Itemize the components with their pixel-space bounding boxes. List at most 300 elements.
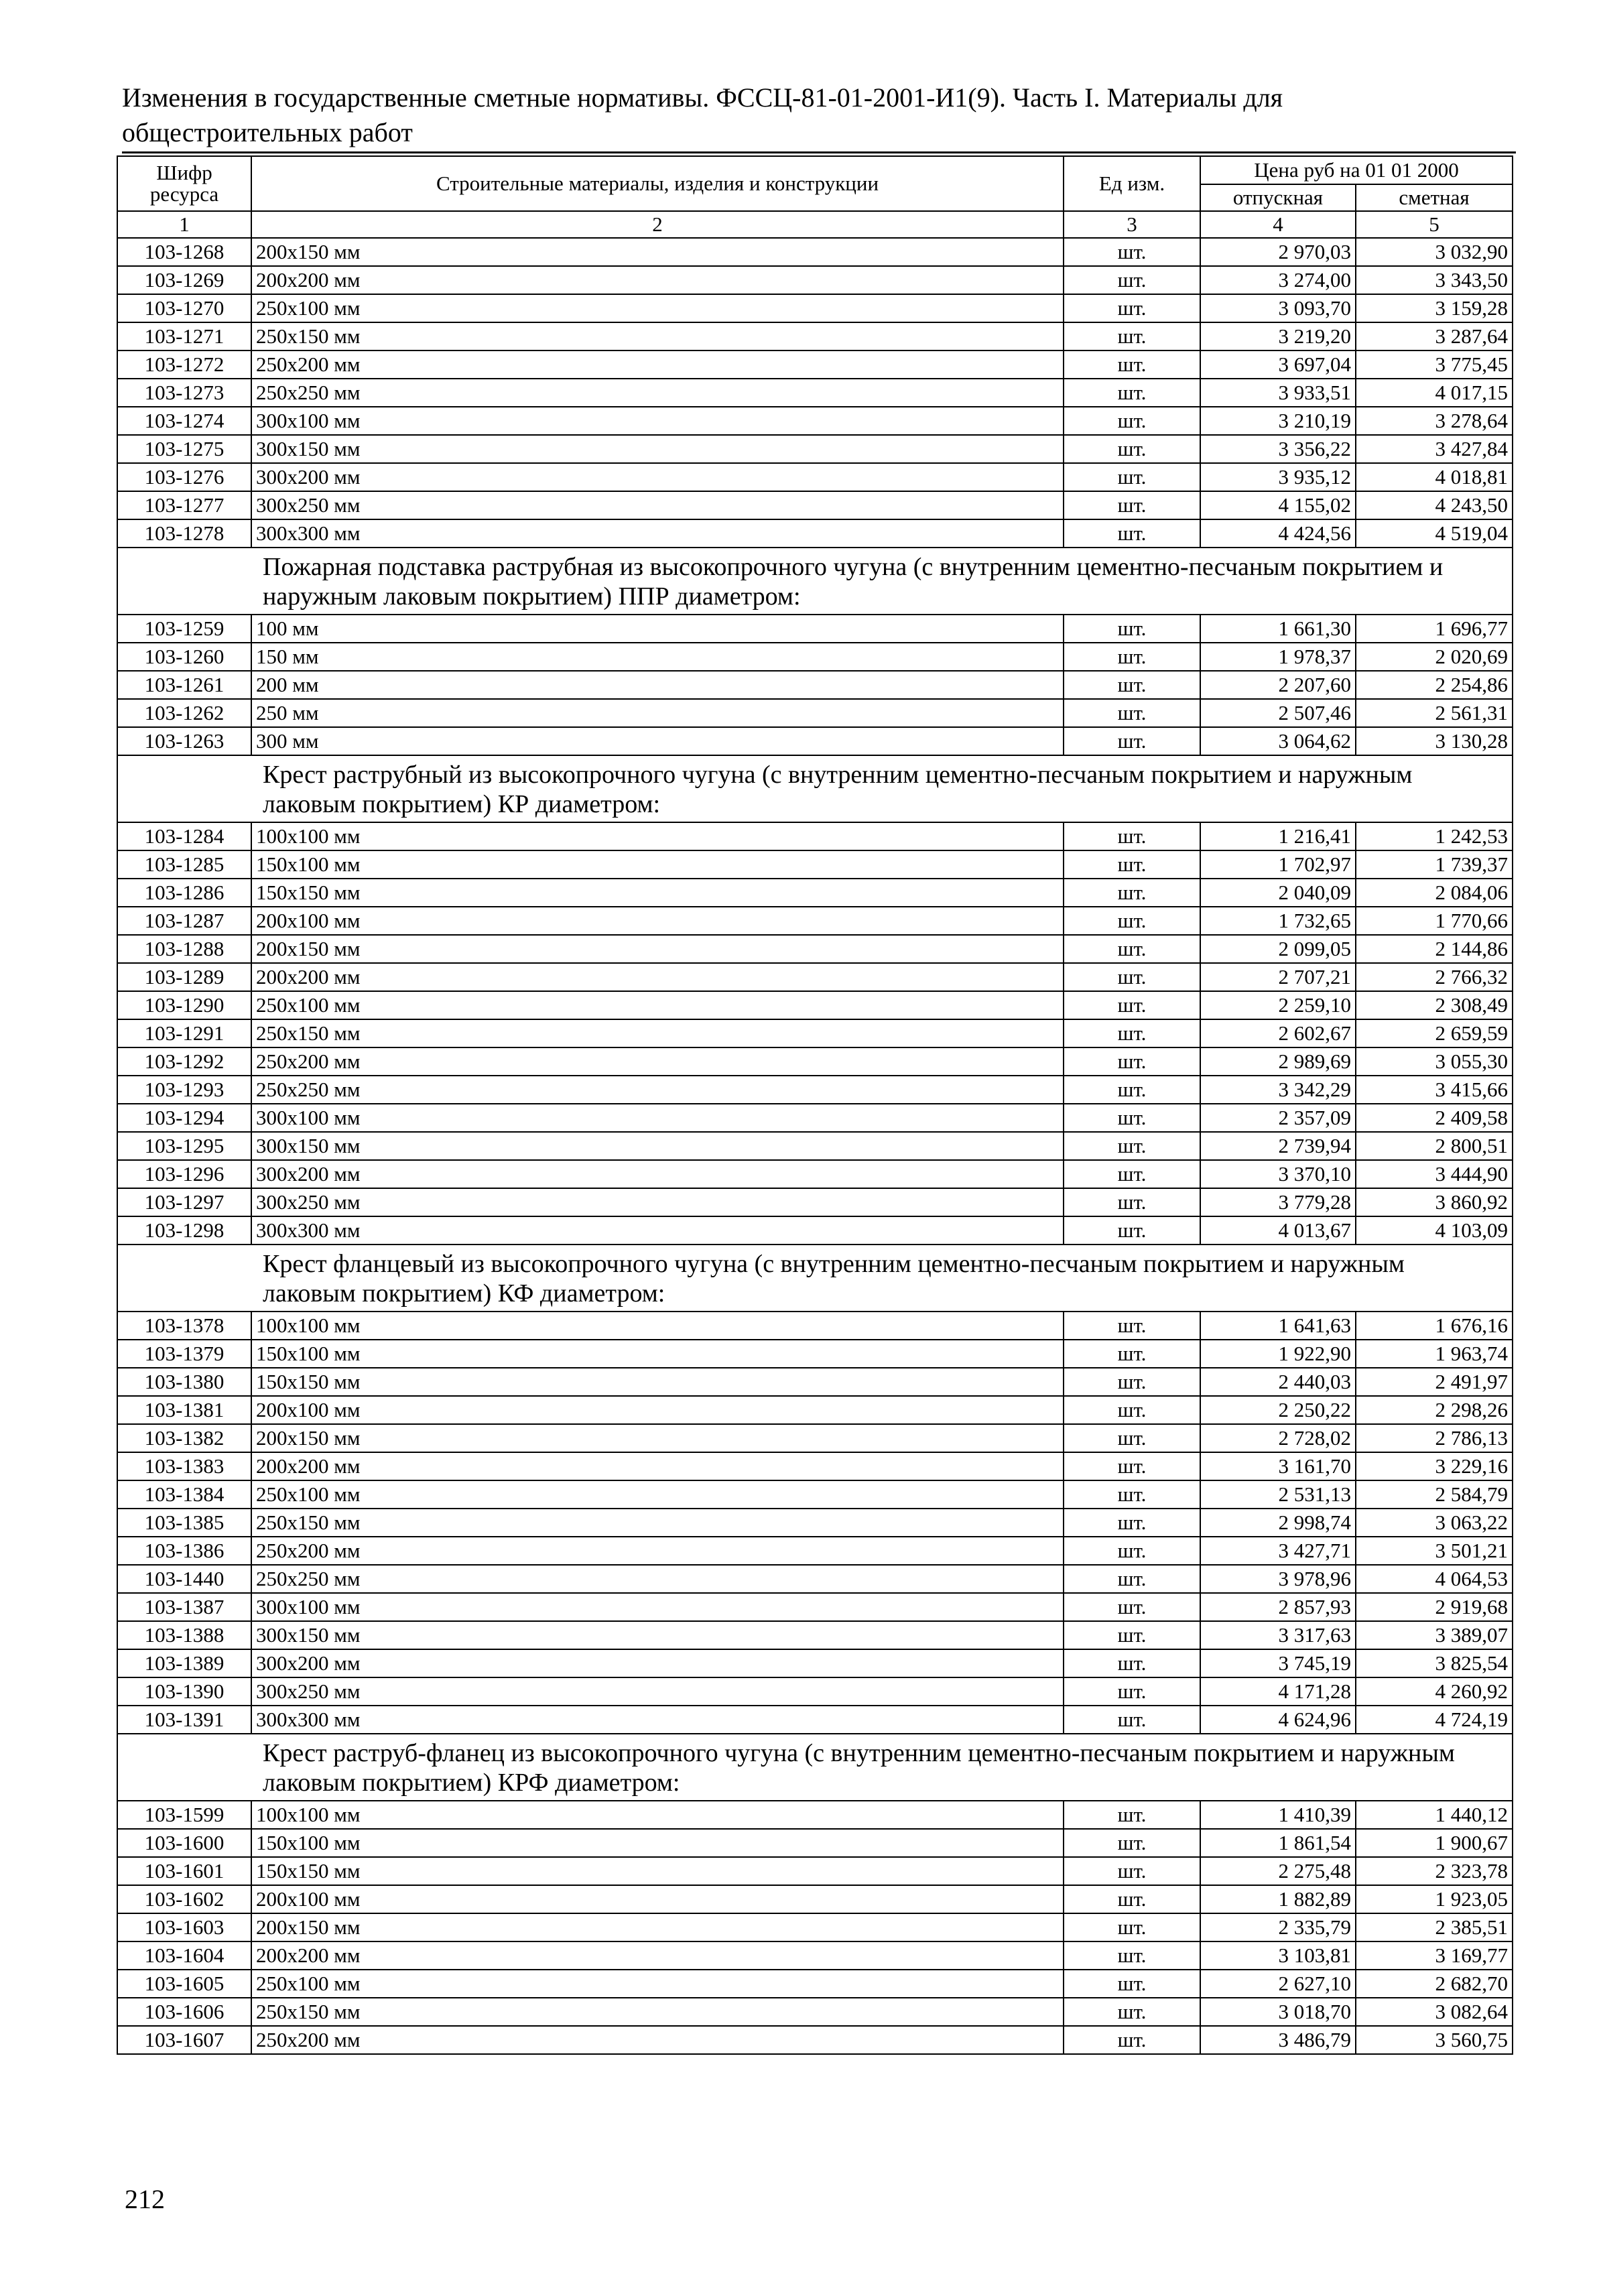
cell-unit: шт. — [1064, 935, 1200, 963]
cell-name: 200x200 мм — [251, 266, 1064, 294]
cell-estimate-price: 3 287,64 — [1356, 322, 1513, 350]
table-row — [117, 407, 1513, 435]
cell-code: 103-1260 — [117, 643, 251, 671]
cell-release-price: 1 641,63 — [1200, 1312, 1356, 1340]
cell-unit: шт. — [1064, 2026, 1200, 2054]
cell-name: 200x100 мм — [251, 1396, 1064, 1424]
cell-release-price: 2 728,02 — [1200, 1424, 1356, 1452]
cell-estimate-price: 3 063,22 — [1356, 1509, 1513, 1537]
cell-code: 103-1391 — [117, 1706, 251, 1734]
table-row — [117, 1216, 1513, 1245]
cell-name: 200 мм — [251, 671, 1064, 699]
cell-estimate-price: 3 860,92 — [1356, 1188, 1513, 1216]
table-row — [117, 1885, 1513, 1913]
cell-unit: шт. — [1064, 643, 1200, 671]
cell-code: 103-1386 — [117, 1537, 251, 1565]
cell-estimate-price: 3 278,64 — [1356, 407, 1513, 435]
cell-name: 300x300 мм — [251, 1706, 1064, 1734]
table-row — [117, 266, 1513, 294]
section-title-row — [117, 755, 1513, 822]
cell-unit: шт. — [1064, 699, 1200, 727]
cell-release-price: 3 745,19 — [1200, 1649, 1356, 1677]
table-row — [117, 1649, 1513, 1677]
cell-release-price: 1 661,30 — [1200, 615, 1356, 643]
cell-estimate-price: 1 696,77 — [1356, 615, 1513, 643]
cell-release-price: 1 702,97 — [1200, 850, 1356, 879]
cell-name: 250x250 мм — [251, 1565, 1064, 1593]
cell-estimate-price: 3 169,77 — [1356, 1941, 1513, 1970]
cell-estimate-price: 1 440,12 — [1356, 1801, 1513, 1829]
page-header — [122, 80, 1516, 153]
table-row — [117, 1621, 1513, 1649]
cell-name: 200x100 мм — [251, 1885, 1064, 1913]
cell-release-price: 4 424,56 — [1200, 519, 1356, 548]
cell-estimate-price: 2 084,06 — [1356, 879, 1513, 907]
cell-name: 250x200 мм — [251, 350, 1064, 379]
cell-unit: шт. — [1064, 1132, 1200, 1160]
cell-name: 200x150 мм — [251, 238, 1064, 266]
materials-table — [117, 155, 1513, 2055]
cell-code: 103-1293 — [117, 1076, 251, 1104]
cell-unit: шт. — [1064, 491, 1200, 519]
cell-code: 103-1440 — [117, 1565, 251, 1593]
cell-release-price: 2 602,67 — [1200, 1019, 1356, 1047]
cell-release-price: 3 103,81 — [1200, 1941, 1356, 1970]
cell-estimate-price: 4 260,92 — [1356, 1677, 1513, 1706]
cell-unit: шт. — [1064, 1019, 1200, 1047]
cell-code: 103-1285 — [117, 850, 251, 879]
cell-unit: шт. — [1064, 1424, 1200, 1452]
table-row — [117, 1312, 1513, 1340]
cell-code: 103-1275 — [117, 435, 251, 463]
cell-unit: шт. — [1064, 963, 1200, 991]
page-number: 212 — [125, 2184, 165, 2214]
cell-code: 103-1298 — [117, 1216, 251, 1245]
table-row — [117, 1565, 1513, 1593]
cell-estimate-price: 2 020,69 — [1356, 643, 1513, 671]
cell-code: 103-1268 — [117, 238, 251, 266]
cell-unit: шт. — [1064, 1480, 1200, 1509]
cell-release-price: 3 161,70 — [1200, 1452, 1356, 1480]
table-row — [117, 1913, 1513, 1941]
cell-name: 250x250 мм — [251, 379, 1064, 407]
cell-estimate-price: 4 018,81 — [1356, 463, 1513, 491]
cell-unit: шт. — [1064, 1565, 1200, 1593]
table-header — [117, 156, 1513, 238]
table-row — [117, 1677, 1513, 1706]
table-row — [117, 1480, 1513, 1509]
cell-unit: шт. — [1064, 350, 1200, 379]
header-name: Строительные материалы, изделия и конструкции — [251, 156, 1064, 211]
table-row — [117, 519, 1513, 548]
cell-unit: шт. — [1064, 519, 1200, 548]
cell-unit: шт. — [1064, 1621, 1200, 1649]
cell-unit: шт. — [1064, 615, 1200, 643]
cell-release-price: 2 989,69 — [1200, 1047, 1356, 1076]
cell-code: 103-1297 — [117, 1188, 251, 1216]
table-row — [117, 907, 1513, 935]
table-row — [117, 1829, 1513, 1857]
cell-estimate-price: 2 254,86 — [1356, 671, 1513, 699]
cell-release-price: 3 978,96 — [1200, 1565, 1356, 1593]
cell-estimate-price: 3 130,28 — [1356, 727, 1513, 755]
table-row — [117, 1537, 1513, 1565]
table-row — [117, 435, 1513, 463]
cell-release-price: 2 040,09 — [1200, 879, 1356, 907]
cell-release-price: 3 210,19 — [1200, 407, 1356, 435]
cell-release-price: 2 099,05 — [1200, 935, 1356, 963]
header-line-1: Изменения в государственные сметные нормативы. ФССЦ-81-01-2001-И1(9). Часть I. Материалы для — [122, 82, 1283, 113]
cell-code: 103-1284 — [117, 822, 251, 850]
cell-name: 100x100 мм — [251, 1312, 1064, 1340]
cell-code: 103-1603 — [117, 1913, 251, 1941]
table-row — [117, 1047, 1513, 1076]
cell-code: 103-1599 — [117, 1801, 251, 1829]
cell-code: 103-1602 — [117, 1885, 251, 1913]
table-row — [117, 2026, 1513, 2054]
cell-name: 300x100 мм — [251, 1104, 1064, 1132]
cell-unit: шт. — [1064, 1509, 1200, 1537]
cell-release-price: 2 259,10 — [1200, 991, 1356, 1019]
cell-estimate-price: 2 561,31 — [1356, 699, 1513, 727]
cell-release-price: 2 970,03 — [1200, 238, 1356, 266]
table-row — [117, 1509, 1513, 1537]
cell-name: 300x150 мм — [251, 435, 1064, 463]
cell-unit: шт. — [1064, 407, 1200, 435]
cell-code: 103-1277 — [117, 491, 251, 519]
cell-name: 200x150 мм — [251, 1424, 1064, 1452]
table-row — [117, 1104, 1513, 1132]
cell-estimate-price: 3 825,54 — [1356, 1649, 1513, 1677]
cell-name: 300x100 мм — [251, 407, 1064, 435]
cell-name: 100x100 мм — [251, 822, 1064, 850]
header-price: Цена руб на 01 01 2000 — [1200, 156, 1513, 184]
header-release-price: отпускная — [1200, 184, 1356, 211]
cell-release-price: 3 093,70 — [1200, 294, 1356, 322]
cell-code: 103-1263 — [117, 727, 251, 755]
table-row — [117, 671, 1513, 699]
table-row — [117, 463, 1513, 491]
cell-unit: шт. — [1064, 435, 1200, 463]
header-estimate-price: сметная — [1356, 184, 1513, 211]
cell-estimate-price: 2 800,51 — [1356, 1132, 1513, 1160]
section-title-row — [117, 1245, 1513, 1312]
cell-code: 103-1384 — [117, 1480, 251, 1509]
cell-estimate-price: 2 298,26 — [1356, 1396, 1513, 1424]
table-row — [117, 1801, 1513, 1829]
cell-estimate-price: 4 243,50 — [1356, 491, 1513, 519]
cell-name: 300x200 мм — [251, 463, 1064, 491]
cell-estimate-price: 2 409,58 — [1356, 1104, 1513, 1132]
cell-estimate-price: 1 900,67 — [1356, 1829, 1513, 1857]
cell-estimate-price: 1 676,16 — [1356, 1312, 1513, 1340]
cell-name: 250x200 мм — [251, 1047, 1064, 1076]
cell-unit: шт. — [1064, 1998, 1200, 2026]
cell-estimate-price: 3 444,90 — [1356, 1160, 1513, 1188]
cell-code: 103-1381 — [117, 1396, 251, 1424]
cell-unit: шт. — [1064, 1970, 1200, 1998]
cell-name: 300x300 мм — [251, 519, 1064, 548]
cell-name: 100x100 мм — [251, 1801, 1064, 1829]
table-row — [117, 1593, 1513, 1621]
table-row — [117, 991, 1513, 1019]
cell-release-price: 3 018,70 — [1200, 1998, 1356, 2026]
cell-name: 300x250 мм — [251, 1188, 1064, 1216]
cell-estimate-price: 4 724,19 — [1356, 1706, 1513, 1734]
table-row — [117, 963, 1513, 991]
cell-release-price: 1 922,90 — [1200, 1340, 1356, 1368]
cell-unit: шт. — [1064, 822, 1200, 850]
header-col-number: 4 — [1200, 211, 1356, 238]
header-col-number: 3 — [1064, 211, 1200, 238]
table-body — [117, 238, 1513, 2054]
section-title-row — [117, 548, 1513, 615]
section-title: Крест раструбный из высокопрочного чугуна (с внутренним цементно-песчаным покрытием и наружным лаковым покрытием) КР диаметром: — [117, 755, 1513, 822]
cell-unit: шт. — [1064, 907, 1200, 935]
cell-release-price: 3 370,10 — [1200, 1160, 1356, 1188]
table-row — [117, 1706, 1513, 1734]
cell-estimate-price: 1 923,05 — [1356, 1885, 1513, 1913]
cell-release-price: 2 627,10 — [1200, 1970, 1356, 1998]
cell-name: 300x250 мм — [251, 1677, 1064, 1706]
cell-name: 200x150 мм — [251, 1913, 1064, 1941]
cell-unit: шт. — [1064, 1537, 1200, 1565]
cell-estimate-price: 3 055,30 — [1356, 1047, 1513, 1076]
cell-estimate-price: 3 427,84 — [1356, 435, 1513, 463]
cell-name: 250x150 мм — [251, 1998, 1064, 2026]
cell-unit: шт. — [1064, 879, 1200, 907]
table-row — [117, 615, 1513, 643]
cell-name: 250x150 мм — [251, 1509, 1064, 1537]
cell-release-price: 2 357,09 — [1200, 1104, 1356, 1132]
cell-unit: шт. — [1064, 1368, 1200, 1396]
cell-release-price: 2 507,46 — [1200, 699, 1356, 727]
table-row — [117, 1424, 1513, 1452]
cell-name: 200x200 мм — [251, 1452, 1064, 1480]
cell-name: 250x100 мм — [251, 294, 1064, 322]
cell-code: 103-1278 — [117, 519, 251, 548]
cell-unit: шт. — [1064, 266, 1200, 294]
cell-code: 103-1276 — [117, 463, 251, 491]
cell-code: 103-1601 — [117, 1857, 251, 1885]
cell-code: 103-1272 — [117, 350, 251, 379]
cell-unit: шт. — [1064, 1649, 1200, 1677]
cell-code: 103-1269 — [117, 266, 251, 294]
cell-unit: шт. — [1064, 1829, 1200, 1857]
table-row — [117, 350, 1513, 379]
cell-unit: шт. — [1064, 322, 1200, 350]
cell-release-price: 1 732,65 — [1200, 907, 1356, 935]
cell-release-price: 3 219,20 — [1200, 322, 1356, 350]
cell-estimate-price: 3 775,45 — [1356, 350, 1513, 379]
section-title: Крест фланцевый из высокопрочного чугуна (с внутренним цементно-песчаным покрытием и наружным лаковым покрытием) КФ диаметром: — [117, 1245, 1513, 1312]
cell-release-price: 3 342,29 — [1200, 1076, 1356, 1104]
cell-release-price: 2 440,03 — [1200, 1368, 1356, 1396]
cell-code: 103-1286 — [117, 879, 251, 907]
cell-release-price: 1 216,41 — [1200, 822, 1356, 850]
cell-release-price: 3 064,62 — [1200, 727, 1356, 755]
cell-release-price: 3 933,51 — [1200, 379, 1356, 407]
cell-release-price: 3 356,22 — [1200, 435, 1356, 463]
header-code: Шифр ресурса — [117, 156, 251, 211]
header-col-number: 2 — [251, 211, 1064, 238]
cell-code: 103-1600 — [117, 1829, 251, 1857]
cell-code: 103-1290 — [117, 991, 251, 1019]
cell-name: 250x100 мм — [251, 1480, 1064, 1509]
cell-unit: шт. — [1064, 1340, 1200, 1368]
cell-release-price: 3 779,28 — [1200, 1188, 1356, 1216]
cell-name: 200x100 мм — [251, 907, 1064, 935]
cell-code: 103-1378 — [117, 1312, 251, 1340]
cell-estimate-price: 2 308,49 — [1356, 991, 1513, 1019]
cell-unit: шт. — [1064, 1076, 1200, 1104]
cell-name: 250x150 мм — [251, 322, 1064, 350]
cell-name: 250x100 мм — [251, 991, 1064, 1019]
cell-unit: шт. — [1064, 238, 1200, 266]
cell-estimate-price: 2 144,86 — [1356, 935, 1513, 963]
cell-code: 103-1289 — [117, 963, 251, 991]
cell-name: 200x200 мм — [251, 963, 1064, 991]
cell-release-price: 1 882,89 — [1200, 1885, 1356, 1913]
cell-release-price: 3 274,00 — [1200, 266, 1356, 294]
cell-release-price: 3 486,79 — [1200, 2026, 1356, 2054]
cell-release-price: 3 935,12 — [1200, 463, 1356, 491]
cell-estimate-price: 2 682,70 — [1356, 1970, 1513, 1998]
cell-code: 103-1379 — [117, 1340, 251, 1368]
table-row — [117, 1340, 1513, 1368]
cell-estimate-price: 2 786,13 — [1356, 1424, 1513, 1452]
cell-estimate-price: 1 770,66 — [1356, 907, 1513, 935]
cell-estimate-price: 3 159,28 — [1356, 294, 1513, 322]
cell-name: 150x100 мм — [251, 850, 1064, 879]
cell-estimate-price: 3 501,21 — [1356, 1537, 1513, 1565]
cell-code: 103-1291 — [117, 1019, 251, 1047]
cell-name: 100 мм — [251, 615, 1064, 643]
cell-code: 103-1271 — [117, 322, 251, 350]
cell-name: 300x200 мм — [251, 1649, 1064, 1677]
cell-estimate-price: 1 963,74 — [1356, 1340, 1513, 1368]
cell-code: 103-1296 — [117, 1160, 251, 1188]
cell-unit: шт. — [1064, 1801, 1200, 1829]
cell-code: 103-1605 — [117, 1970, 251, 1998]
table-row — [117, 879, 1513, 907]
table-row — [117, 1188, 1513, 1216]
table-row — [117, 1998, 1513, 2026]
table-row — [117, 822, 1513, 850]
cell-name: 250x150 мм — [251, 1019, 1064, 1047]
cell-code: 103-1259 — [117, 615, 251, 643]
cell-estimate-price: 1 739,37 — [1356, 850, 1513, 879]
cell-estimate-price: 4 519,04 — [1356, 519, 1513, 548]
cell-code: 103-1385 — [117, 1509, 251, 1537]
cell-name: 150x150 мм — [251, 1857, 1064, 1885]
cell-unit: шт. — [1064, 463, 1200, 491]
cell-estimate-price: 3 415,66 — [1356, 1076, 1513, 1104]
cell-unit: шт. — [1064, 1047, 1200, 1076]
cell-release-price: 1 861,54 — [1200, 1829, 1356, 1857]
cell-name: 250x100 мм — [251, 1970, 1064, 1998]
cell-name: 150x150 мм — [251, 879, 1064, 907]
cell-release-price: 2 739,94 — [1200, 1132, 1356, 1160]
cell-code: 103-1295 — [117, 1132, 251, 1160]
table-row — [117, 1019, 1513, 1047]
cell-unit: шт. — [1064, 850, 1200, 879]
cell-estimate-price: 3 032,90 — [1356, 238, 1513, 266]
table-row — [117, 1941, 1513, 1970]
cell-code: 103-1382 — [117, 1424, 251, 1452]
cell-estimate-price: 3 560,75 — [1356, 2026, 1513, 2054]
cell-code: 103-1294 — [117, 1104, 251, 1132]
cell-code: 103-1274 — [117, 407, 251, 435]
cell-code: 103-1604 — [117, 1941, 251, 1970]
cell-release-price: 2 857,93 — [1200, 1593, 1356, 1621]
cell-name: 300x150 мм — [251, 1621, 1064, 1649]
cell-code: 103-1380 — [117, 1368, 251, 1396]
cell-name: 150 мм — [251, 643, 1064, 671]
cell-release-price: 3 317,63 — [1200, 1621, 1356, 1649]
cell-release-price: 2 335,79 — [1200, 1913, 1356, 1941]
table-row — [117, 643, 1513, 671]
cell-unit: шт. — [1064, 727, 1200, 755]
header-col-number: 5 — [1356, 211, 1513, 238]
cell-code: 103-1387 — [117, 1593, 251, 1621]
cell-unit: шт. — [1064, 1188, 1200, 1216]
cell-name: 300x100 мм — [251, 1593, 1064, 1621]
table-row — [117, 1160, 1513, 1188]
cell-unit: шт. — [1064, 1677, 1200, 1706]
cell-estimate-price: 4 103,09 — [1356, 1216, 1513, 1245]
cell-name: 150x100 мм — [251, 1340, 1064, 1368]
cell-estimate-price: 3 389,07 — [1356, 1621, 1513, 1649]
cell-release-price: 3 427,71 — [1200, 1537, 1356, 1565]
cell-unit: шт. — [1064, 1913, 1200, 1941]
cell-release-price: 3 697,04 — [1200, 350, 1356, 379]
cell-code: 103-1261 — [117, 671, 251, 699]
cell-estimate-price: 3 082,64 — [1356, 1998, 1513, 2026]
cell-release-price: 4 171,28 — [1200, 1677, 1356, 1706]
cell-release-price: 4 155,02 — [1200, 491, 1356, 519]
table-row — [117, 727, 1513, 755]
cell-estimate-price: 3 229,16 — [1356, 1452, 1513, 1480]
table-row — [117, 1970, 1513, 1998]
cell-name: 250x250 мм — [251, 1076, 1064, 1104]
cell-release-price: 2 207,60 — [1200, 671, 1356, 699]
cell-estimate-price: 2 659,59 — [1356, 1019, 1513, 1047]
cell-unit: шт. — [1064, 1396, 1200, 1424]
header-col-number: 1 — [117, 211, 251, 238]
section-title: Крест раструб-фланец из высокопрочного чугуна (с внутренним цементно-песчаным покрытием и наружным лаковым покрытием) КРФ диаметром: — [117, 1734, 1513, 1801]
cell-estimate-price: 3 343,50 — [1356, 266, 1513, 294]
cell-estimate-price: 2 584,79 — [1356, 1480, 1513, 1509]
cell-unit: шт. — [1064, 1941, 1200, 1970]
cell-name: 250 мм — [251, 699, 1064, 727]
cell-release-price: 2 250,22 — [1200, 1396, 1356, 1424]
cell-name: 300x150 мм — [251, 1132, 1064, 1160]
table-row — [117, 379, 1513, 407]
table-row — [117, 1396, 1513, 1424]
cell-code: 103-1388 — [117, 1621, 251, 1649]
cell-code: 103-1389 — [117, 1649, 251, 1677]
cell-estimate-price: 2 919,68 — [1356, 1593, 1513, 1621]
cell-release-price: 2 531,13 — [1200, 1480, 1356, 1509]
header-unit: Ед изм. — [1064, 156, 1200, 211]
cell-unit: шт. — [1064, 991, 1200, 1019]
cell-release-price: 2 707,21 — [1200, 963, 1356, 991]
table-row — [117, 294, 1513, 322]
table-row — [117, 1132, 1513, 1160]
cell-name: 150x100 мм — [251, 1829, 1064, 1857]
cell-code: 103-1383 — [117, 1452, 251, 1480]
